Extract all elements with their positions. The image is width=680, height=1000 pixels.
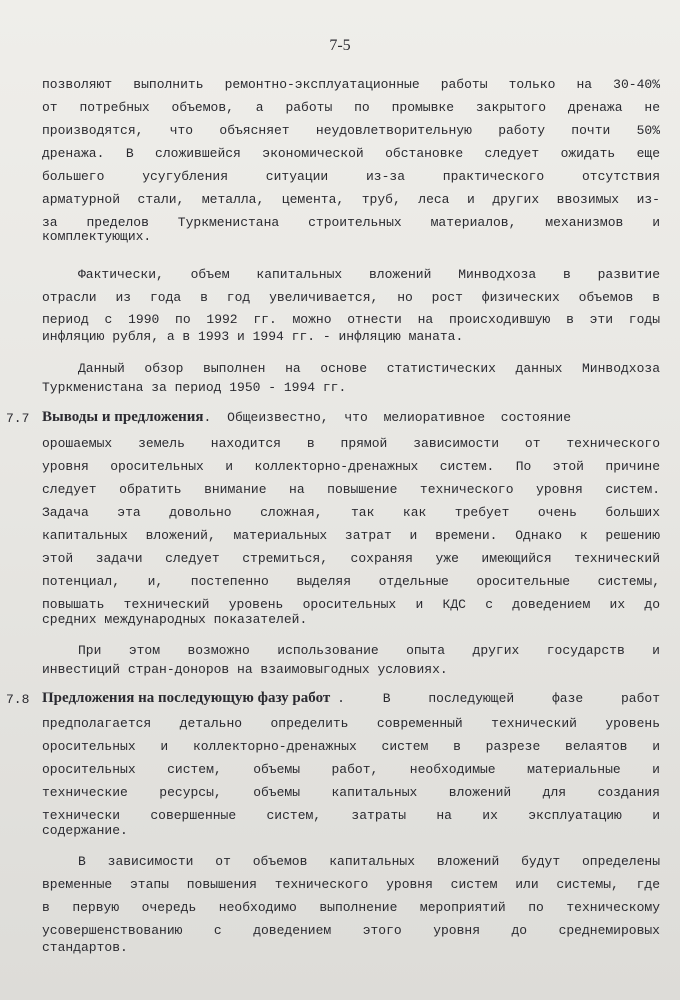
text-line: При этом возможно использование опыта других государств и [78,643,660,658]
text-line: этой задачи следует стремиться, сохраняя уже имеющийся технический [42,551,660,566]
text-line: орошаемых земель находится в прямой зависимости от технического [42,436,660,451]
text-line: временные этапы повышения технического уровня систем или системы, где [42,877,660,892]
text-line: Туркменистана за период 1950 - 1994 гг. [42,380,347,395]
text-line: Данный обзор выполнен на основе статистических данных Минводхоза [78,361,660,376]
text-line: инфляцию рубля, а в 1993 и 1994 гг. - инфляцию маната. [42,329,464,344]
text-line: Фактически, объем капитальных вложений Минводхоза в развитие [78,267,660,282]
text-line: инвестиций стран-доноров на взаимовыгодных условиях. [42,662,448,677]
text-line: . Общеизвестно, что мелиоративное состояние [203,410,572,425]
text-line: комплектующих. [42,229,152,244]
section-title: Предложения на последующую фазу работ [42,690,331,706]
text-line: содержание. [42,823,128,838]
text-line: в первую очередь необходимо выполнение мероприятий по техническому [42,900,660,915]
text-line: потенциал, и, постепенно выделяя отдельные оросительные системы, [42,574,660,589]
text-line: повышать технический уровень оросительных и КДС с доведением их до [42,597,660,612]
text-line: производятся, что объясняет неудовлетворительную работу почти 50% [42,123,660,138]
text-line: В зависимости от объемов капитальных вложений будут определены [78,854,660,869]
text-line: отрасли из года в год увеличивается, но рост физических объемов в [42,290,660,305]
section-number: 7.8 [6,692,30,707]
section-number: 7.7 [6,411,30,426]
text-line: . В последующей фазе работ [337,691,660,706]
text-line: оросительных и коллекторно-дренажных систем в разрезе велаятов и [42,739,660,754]
text-line: стандартов. [42,940,128,955]
text-line: технически совершенные систем, затраты на их эксплуатацию и [42,808,660,823]
text-line: позволяют выполнить ремонтно-эксплуатационные работы только на 30-40% [42,77,660,92]
text-line: от потребных объемов, а работы по промывке закрытого дренажа не [42,100,660,115]
section-heading-line [42,409,660,426]
text-line: большего усугубления ситуации из-за практического отсутствия [42,169,660,184]
text-line: следует обратить внимание на повышение технического уровня систем. [42,482,660,497]
text-line: за пределов Туркменистана строительных материалов, механизмов и [42,215,660,230]
text-line: Задача эта довольно сложная, так как требует очень больших [42,505,660,520]
text-line: оросительных систем, объемы работ, необходимые материальные и [42,762,660,777]
section-title: Выводы и предложения [42,409,204,425]
text-line: период с 1990 по 1992 гг. можно отнести на происходившую в эти годы [42,312,660,327]
text-line: предполагается детально определить современный технический уровень [42,716,660,731]
text-line: капитальных вложений, материальных затрат и времени. Однако к решению [42,528,660,543]
page-number: 7-5 [329,37,351,54]
text-line: усовершенствованию с доведением этого уровня до среднемировых [42,923,660,938]
text-line: технические ресурсы, объемы капитальных вложений для создания [42,785,660,800]
text-line: уровня оросительных и коллекторно-дренажных систем. По этой причине [42,459,660,474]
section-heading-line [42,690,660,707]
text-line: дренажа. В сложившейся экономической обстановке следует ожидать еще [42,146,660,161]
text-line: арматурной стали, металла, цемента, труб, леса и других ввозимых из- [42,192,660,207]
text-line: средних международных показателей. [42,612,308,627]
